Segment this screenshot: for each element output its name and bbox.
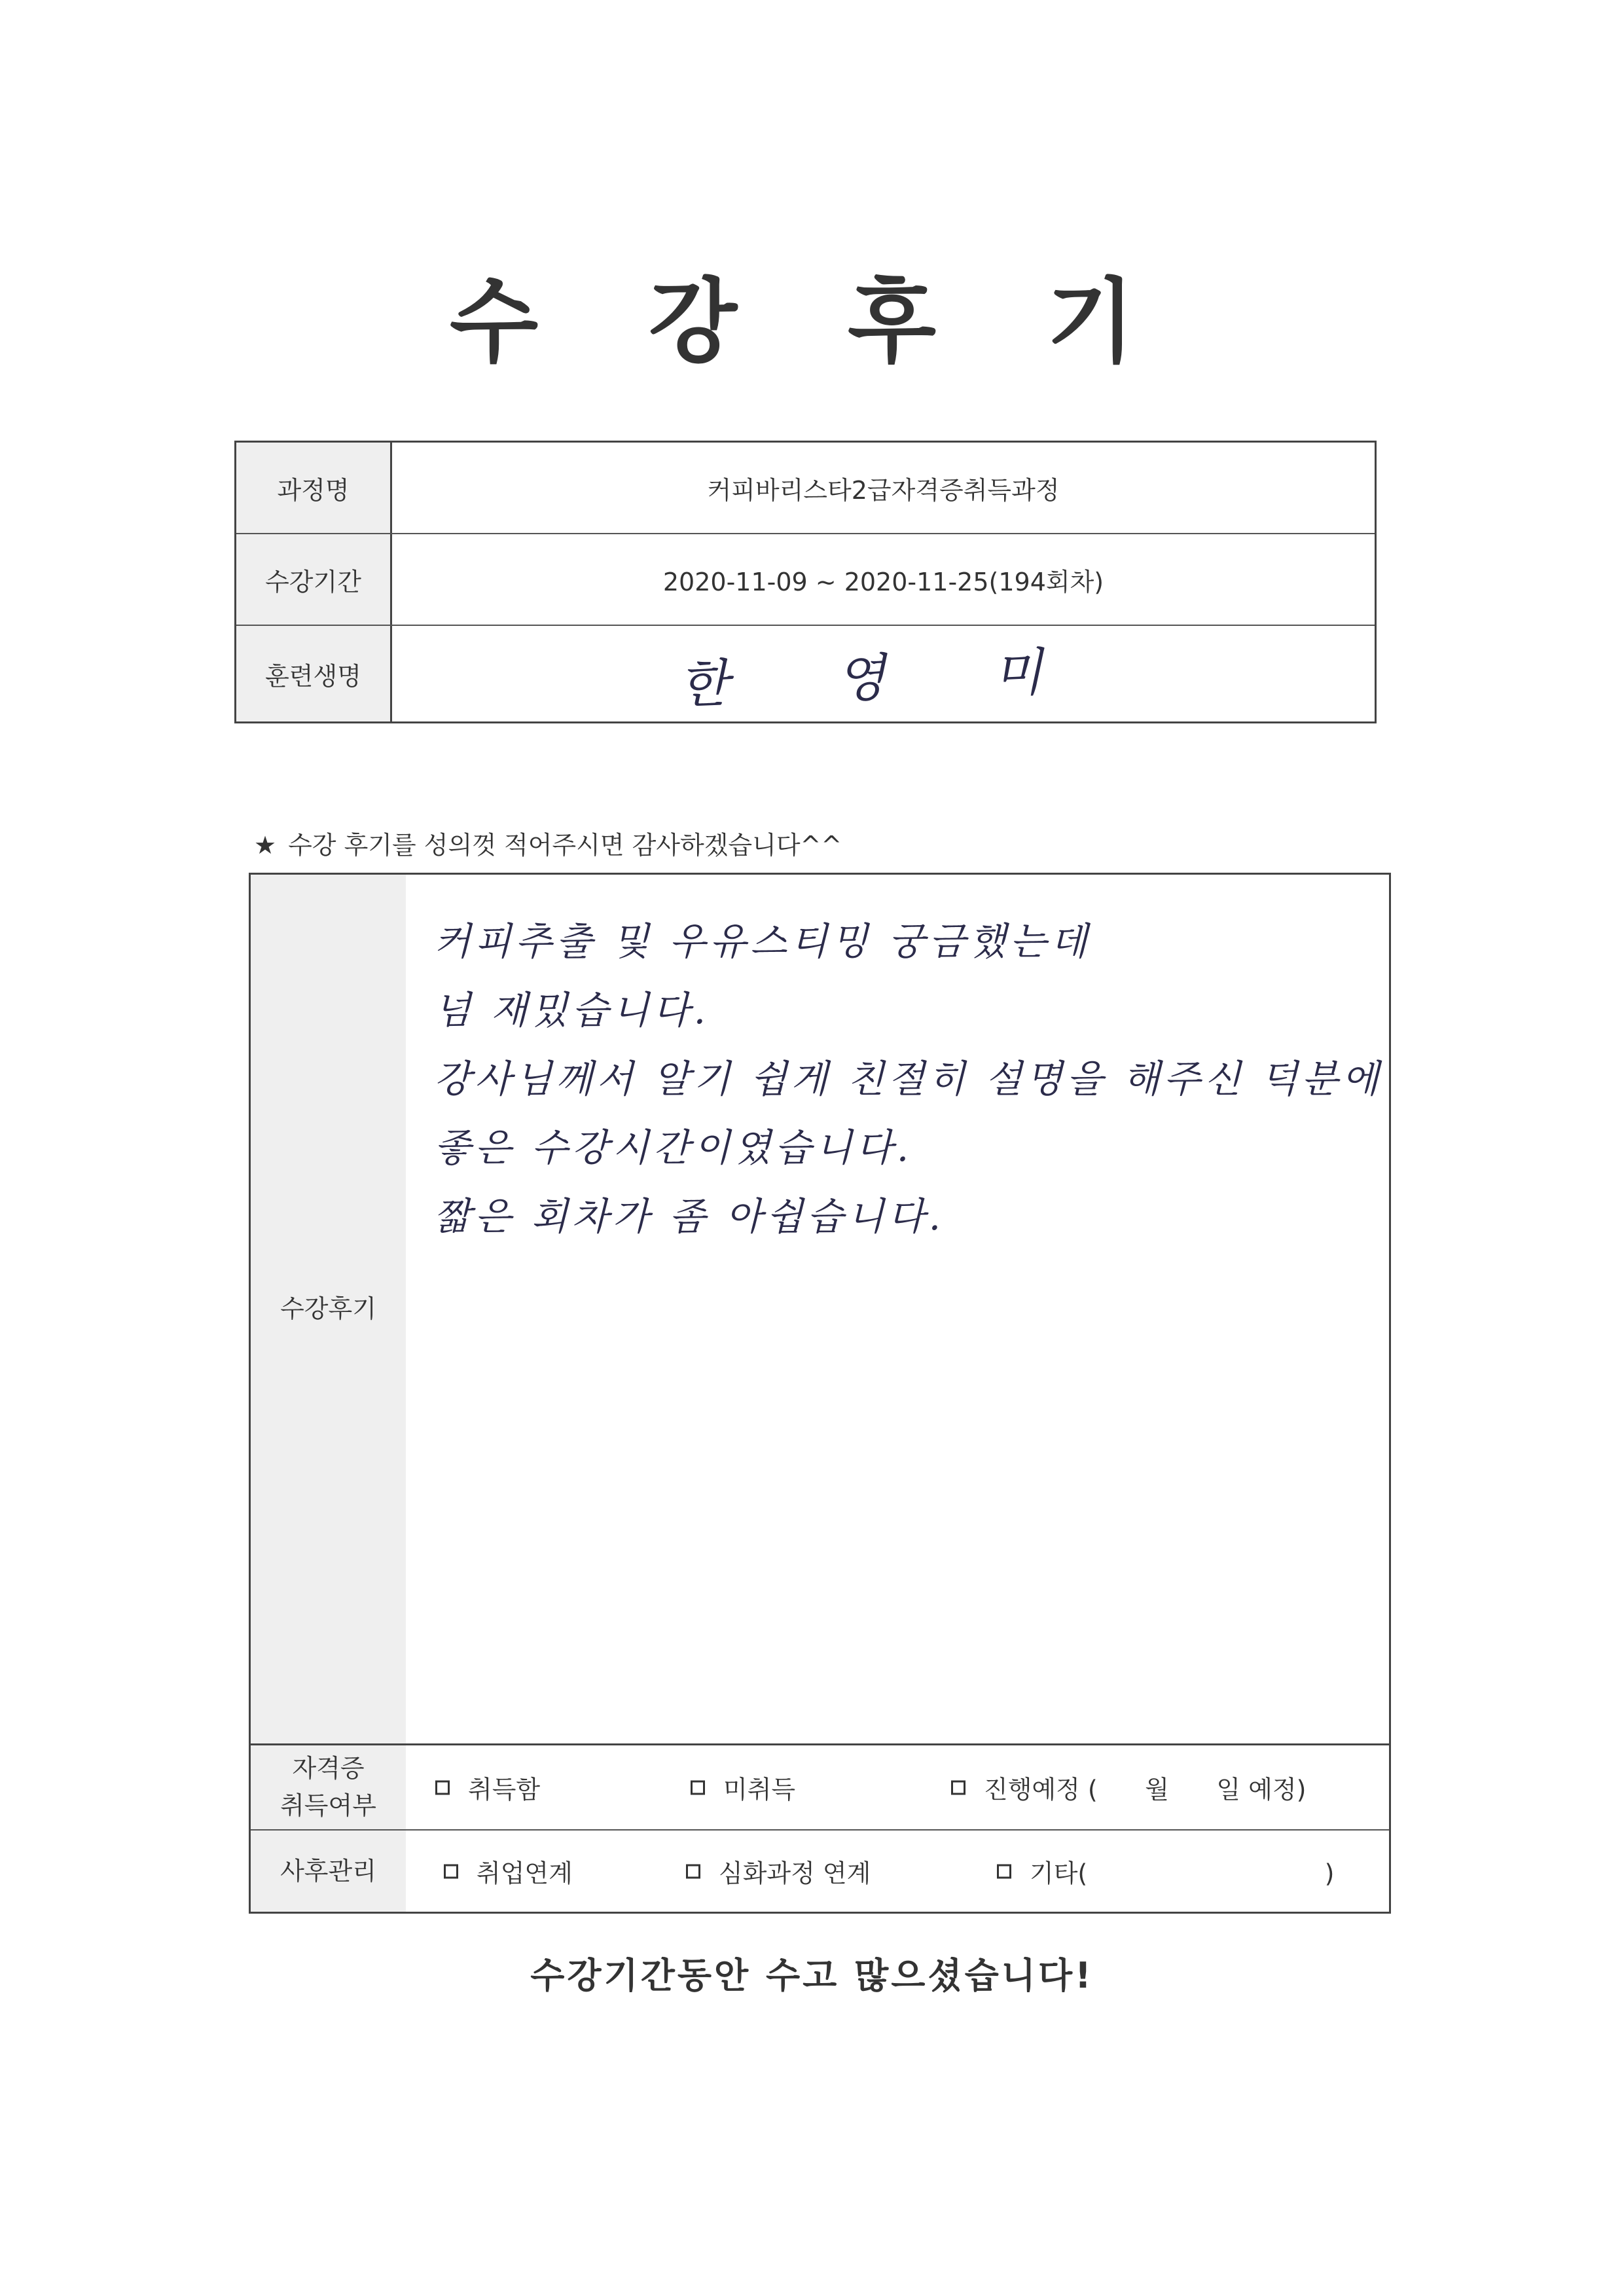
period-value: 2020-11-09 ~ 2020-11-25(194회차): [662, 567, 1104, 596]
checkbox-icon[interactable]: [997, 1864, 1011, 1878]
star-icon: ★: [254, 831, 277, 860]
checkbox-icon[interactable]: [686, 1864, 700, 1878]
course-label: 과정명: [236, 443, 392, 533]
certificate-options: [408, 1745, 1389, 1829]
cert-option-not-acquired[interactable]: 미취득: [691, 1770, 795, 1806]
certificate-label: [251, 1745, 406, 1829]
checkbox-icon[interactable]: [691, 1780, 705, 1795]
period-row: [236, 534, 1375, 626]
course-value: 커피바리스타2급자격증취득과정: [707, 475, 1060, 505]
closing-message: 수강기간동안 수고 많으셨습니다!: [530, 1955, 1094, 1996]
review-line: 강사님께서 알기 쉽게 친절히 설명을 해주신 덕분에: [434, 1057, 1383, 1101]
notice-message: 수강 후기를 성의껏 적어주시면 감사하겠습니다^^: [288, 831, 842, 860]
cert-option-acquired[interactable]: 취득함: [435, 1770, 540, 1806]
review-table: [249, 873, 1391, 1914]
trainee-row: [236, 626, 1375, 721]
checkbox-icon[interactable]: [951, 1780, 965, 1795]
aftercare-option-other[interactable]: 기타( ): [997, 1853, 1334, 1889]
review-row: [251, 875, 1389, 1745]
aftercare-row: [251, 1831, 1389, 1912]
course-row: [236, 443, 1375, 534]
certificate-label-line2: 취득여부: [280, 1791, 376, 1820]
review-line: 넘 재밌습니다.: [434, 988, 710, 1032]
review-line: 짧은 회차가 좀 아쉽습니다.: [434, 1194, 945, 1239]
trainee-value: [392, 626, 1375, 721]
trainee-label: 훈련생명: [236, 626, 392, 721]
review-label: 수강후기: [251, 875, 406, 1743]
review-content: [408, 875, 1389, 1743]
course-info-table: [234, 441, 1377, 723]
aftercare-options: [408, 1831, 1389, 1912]
certificate-label-line1: 자격증: [292, 1754, 365, 1783]
page-title: 수 강 후 기: [449, 269, 1175, 376]
review-handwriting: [434, 907, 1383, 1251]
aftercare-option-advanced[interactable]: 심화과정 연계: [686, 1853, 871, 1889]
period-label: 수강기간: [236, 534, 392, 625]
aftercare-label: 사후관리: [251, 1831, 406, 1912]
review-line: 커피추출 및 우유스티밍 궁금했는데: [434, 919, 1091, 964]
checkbox-icon[interactable]: [435, 1780, 450, 1795]
notice-text: [254, 825, 842, 861]
aftercare-option-employment[interactable]: 취업연계: [444, 1853, 573, 1889]
cert-option-in-progress[interactable]: 진행예정 ( 월 일 예정): [951, 1770, 1306, 1806]
review-line: 좋은 수강시간이였습니다.: [434, 1125, 913, 1170]
trainee-name-handwritten: 한 영 미: [677, 642, 1089, 715]
checkbox-icon[interactable]: [444, 1864, 458, 1878]
certificate-row: [251, 1745, 1389, 1831]
